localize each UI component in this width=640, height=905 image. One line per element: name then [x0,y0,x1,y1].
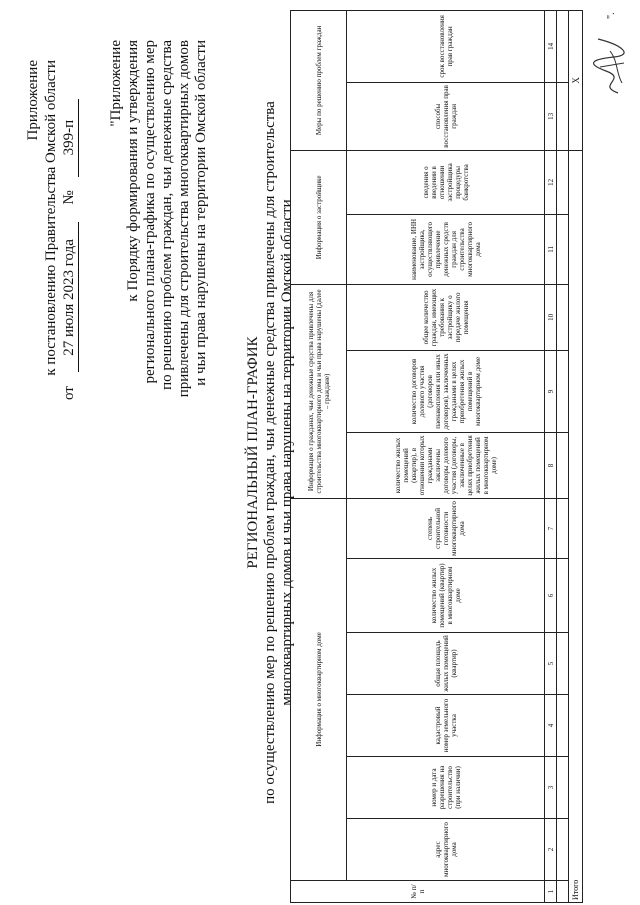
header-measures: Меры по решению проблем граждан [291,10,347,150]
column-number: 1 [545,881,557,903]
number-sign: № [61,190,77,205]
column-header: сведения о введении в отношении застройщика процедуры банкротства [347,150,545,214]
column-number: 4 [545,695,557,757]
decree-ref [60,60,79,400]
column-header: общее количество граждан, имеющих требования к застройщику о передаче жилого помещения [347,284,545,350]
table-cell [557,881,569,903]
column-number: 3 [545,757,557,819]
column-number-row [545,10,557,902]
column-number: 7 [545,498,557,558]
column-number: 14 [545,10,557,82]
header-line2: к постановлению Правительства Омской области [43,60,59,376]
table-cell [557,559,569,633]
table-cell [557,214,569,284]
header-ot: от [61,386,77,400]
column-header: способы восстановления прав граждан [347,82,545,150]
column-header: количество жилых помещений (квартир) в многоквартирном доме [347,559,545,633]
column-number: 12 [545,150,557,214]
column-header: кадастровый номер земельного участка [347,695,545,757]
appendix-line3: регионального плана-графика по осуществлению мер [142,40,158,384]
closing-quote: ". [606,12,617,19]
table-column-header-row [347,10,545,902]
column-number: 6 [545,559,557,633]
column-number: 5 [545,633,557,695]
column-number: 13 [545,82,557,150]
plan-schedule-table [290,10,583,903]
total-label: Итого [569,150,583,902]
table-cell [557,819,569,881]
column-header: степень строительной готовности многоквартирного дома [347,498,545,558]
column-number: 2 [545,819,557,881]
column-number: 8 [545,432,557,498]
header-line1: Приложение [25,60,41,141]
column-header: срок восстановления прав граждан [347,10,545,82]
empty-data-row [557,10,569,902]
table-cell [557,10,569,82]
table-group-header-row [291,10,347,902]
total-row [569,10,583,902]
table-cell [557,350,569,432]
column-header: количество договоров долевого участия (договоров паенакопления или иных договоров), заключенных гражданами в целях приобретения жилых помещений в многоквартирном доме [347,350,545,432]
appendix-line5: привлечены для строительства многоквартирных домов [176,40,192,398]
table-cell [557,150,569,214]
x-mark: X [569,10,583,150]
column-header: наименование, ИНН застройщика, осуществляющего привлечение денежных средств граждан для строительства многоквартирного дома [347,214,545,284]
document-title: РЕГИОНАЛЬНЫЙ ПЛАН-ГРАФИК [245,336,261,569]
appendix-header [108,40,210,600]
subtitle-line2: многоквартирных домов и чьи права нарушены на территории Омской области [279,199,295,706]
appendix-line1: "Приложение [108,40,124,127]
decree-header [24,60,79,400]
table-cell [557,498,569,558]
table-cell [557,757,569,819]
column-header: адрес многоквартирного дома [347,819,545,881]
appendix-line6: и чьи права нарушены на территории Омской области [193,40,209,386]
column-header: количество жилых помещений (квартир), в отношении которых гражданами заключены договоры долевого участия (договоры, заключенные в целях приобретения жилых помещений в многоквартирном доме) [347,432,545,498]
appendix-line4: по решению проблем граждан, чьи денежные средства [159,40,175,390]
column-number: 10 [545,284,557,350]
header-developer-info: Информация о застройщике [291,150,347,284]
column-number: 9 [545,350,557,432]
table-cell [557,432,569,498]
header-house-info: Информация о многоквартирном доме [291,498,347,880]
decree-date: 27 июля 2023 года [60,222,79,372]
column-number: 11 [545,214,557,284]
table-cell [557,633,569,695]
column-header: номер и дата разрешения на строительство (при наличии) [347,757,545,819]
decree-number: 399-п [60,99,79,177]
table-cell [557,284,569,350]
signature-mark [588,33,630,97]
table-cell [557,695,569,757]
appendix-line2: к Порядку формирования и утверждения [125,40,141,302]
table-cell [557,82,569,150]
header-number: № п/п [291,881,545,903]
subtitle-line1: по осуществлению мер по решению проблем граждан, чьи денежные средства привлечены для строительства [262,101,278,804]
header-citizens-info: Информация о гражданах, чьи денежные средства привлечены для строительства многоквартирного дома и чьи права нарушены (далее – граждане) [291,284,347,498]
column-header: общая площадь жилых помещений (квартир) [347,633,545,695]
